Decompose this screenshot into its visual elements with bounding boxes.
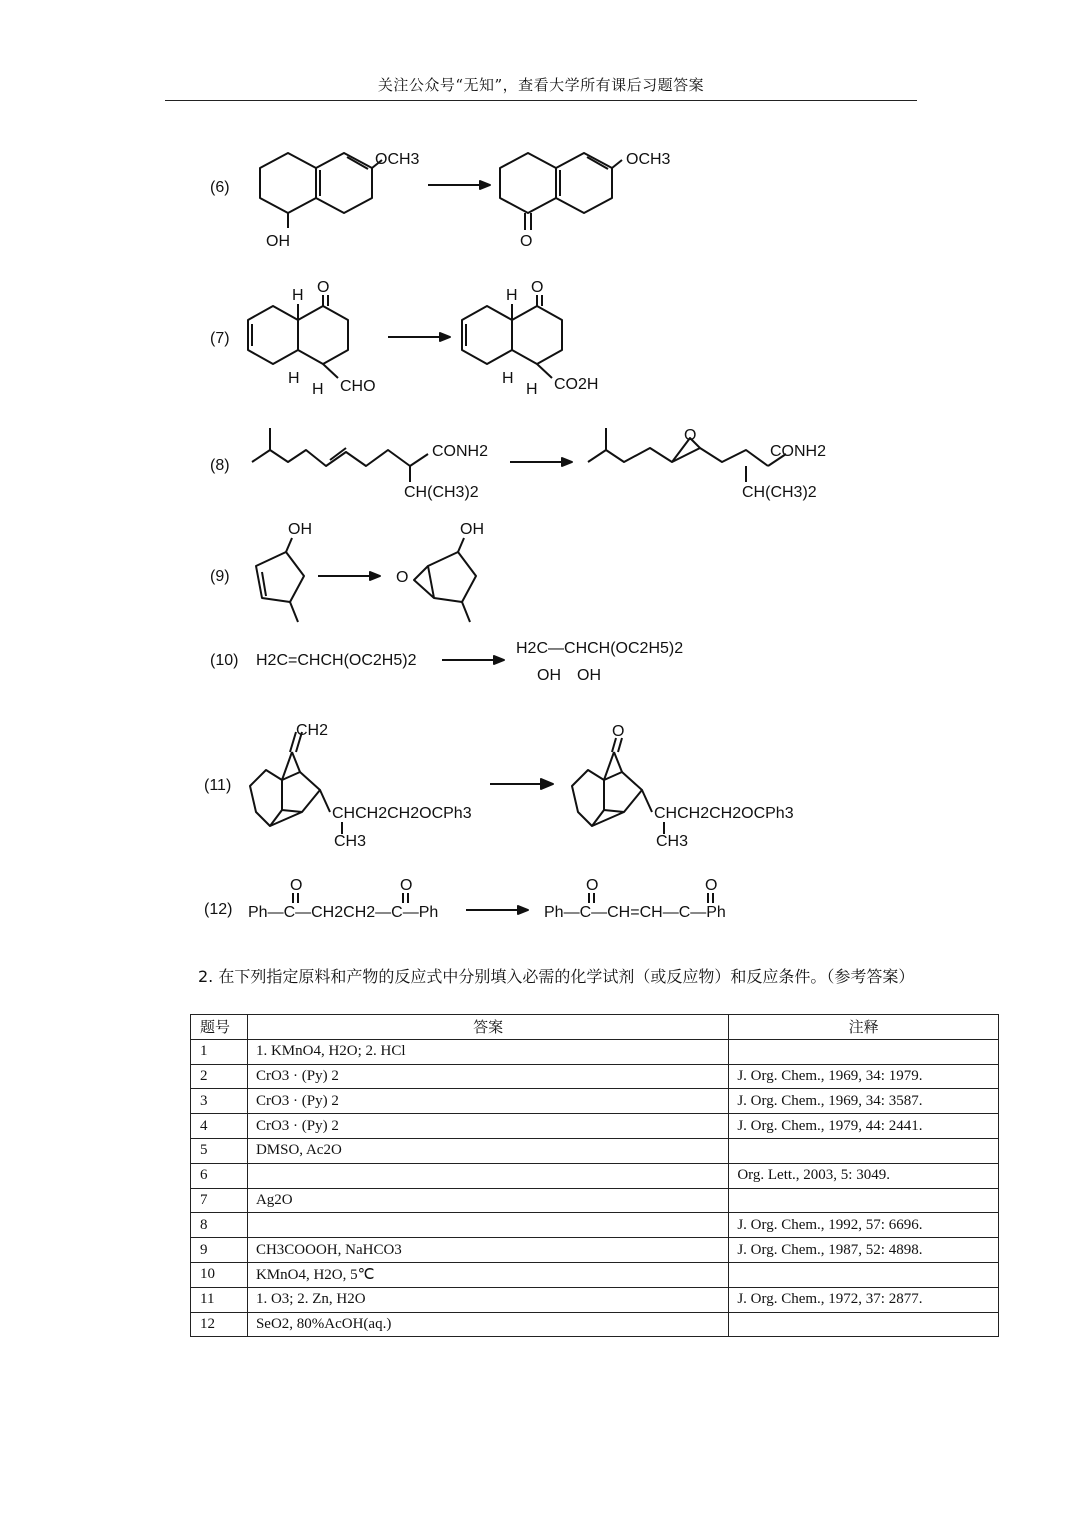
amide-label: CONH2 xyxy=(432,443,489,460)
table-row xyxy=(191,1138,999,1163)
table-row xyxy=(191,1163,999,1188)
methoxy-label: OCH3 xyxy=(626,151,671,168)
row-number: 3 xyxy=(191,1089,248,1114)
row-answer: KMnO4, H2O, 5℃ xyxy=(247,1262,728,1287)
hydroxyl-label: OH xyxy=(288,521,312,538)
table-row xyxy=(191,1262,999,1287)
h-label: H xyxy=(292,287,304,304)
row-answer: DMSO, Ac2O xyxy=(247,1138,728,1163)
reactant-structure xyxy=(248,279,376,398)
arrowhead xyxy=(480,181,490,189)
column-header-no: 题号 xyxy=(191,1015,248,1040)
h-label: H xyxy=(526,381,538,398)
reaction-10 xyxy=(210,640,683,684)
row-number: 9 xyxy=(191,1238,248,1263)
reaction-number: (7) xyxy=(210,330,230,347)
row-answer: 1. KMnO4, H2O; 2. HCl xyxy=(247,1039,728,1064)
side-chain-label: CHCH2CH2OCPh3 xyxy=(332,805,472,822)
arrowhead xyxy=(562,458,572,466)
table-row xyxy=(191,1287,999,1312)
row-note: J. Org. Chem., 1987, 52: 4898. xyxy=(729,1238,999,1263)
h-label: H xyxy=(288,370,300,387)
reactant-structure xyxy=(250,722,472,850)
isopropyl-label: CH(CH3)2 xyxy=(404,484,479,501)
row-answer xyxy=(247,1213,728,1238)
h-label: H xyxy=(312,381,324,398)
carbonyl-oxygen: O xyxy=(586,877,599,894)
column-header-answer: 答案 xyxy=(247,1015,728,1040)
methylene-label: CH2 xyxy=(296,722,329,739)
oxo-label: O xyxy=(531,279,544,296)
reactant-formula: H2C=CHCH(OC2H5)2 xyxy=(256,652,417,669)
h-label: H xyxy=(502,370,514,387)
hydroxyl-label: OH xyxy=(266,233,290,250)
reaction-6 xyxy=(210,151,671,250)
row-note xyxy=(729,1039,999,1064)
row-answer: 1. O3; 2. Zn, H2O xyxy=(247,1287,728,1312)
reactant-structure xyxy=(260,151,420,250)
methoxy-label: OCH3 xyxy=(375,151,420,168)
reactant-formula: Ph—C—CH2CH2—C—Ph xyxy=(248,904,439,921)
methyl-label: CH3 xyxy=(656,833,689,850)
row-number: 1 xyxy=(191,1039,248,1064)
table-header-row xyxy=(191,1015,999,1040)
page-header: 关注公众号“无知”，查看大学所有课后习题答案 xyxy=(377,76,705,94)
h-label: H xyxy=(506,287,518,304)
row-note xyxy=(729,1188,999,1213)
row-note: J. Org. Chem., 1992, 57: 6696. xyxy=(729,1213,999,1238)
row-number: 7 xyxy=(191,1188,248,1213)
arrowhead xyxy=(494,656,504,664)
product-structure xyxy=(500,151,671,250)
row-answer: SeO2, 80%AcOH(aq.) xyxy=(247,1312,728,1337)
product-structure xyxy=(572,723,794,850)
table-row xyxy=(191,1039,999,1064)
row-answer xyxy=(247,1163,728,1188)
epoxide-oxygen-label: O xyxy=(684,427,697,444)
question-2-text: 2. 在下列指定原料和产物的反应式中分别填入必需的化学试剂（或反应物）和反应条件。（参考答案） xyxy=(198,967,915,986)
reaction-11 xyxy=(204,722,794,850)
row-number: 5 xyxy=(191,1138,248,1163)
row-answer: CrO3 · (Py) 2 xyxy=(247,1064,728,1089)
row-note: Org. Lett., 2003, 5: 3049. xyxy=(729,1163,999,1188)
reaction-number: (11) xyxy=(204,777,232,794)
arrowhead xyxy=(370,572,380,580)
row-answer: CH3COOOH, NaHCO3 xyxy=(247,1238,728,1263)
arrowhead xyxy=(541,779,553,789)
amide-label: CONH2 xyxy=(770,443,827,460)
row-answer: Ag2O xyxy=(247,1188,728,1213)
row-number: 12 xyxy=(191,1312,248,1337)
product-formula: H2C—CHCH(OC2H5)2 xyxy=(516,640,684,657)
aldehyde-label: CHO xyxy=(340,378,376,395)
carbonyl-oxygen: O xyxy=(705,877,718,894)
oxo-label: O xyxy=(317,279,330,296)
oxo-label: O xyxy=(612,723,625,740)
product-structure xyxy=(462,279,598,398)
table-row xyxy=(191,1188,999,1213)
table-row xyxy=(191,1064,999,1089)
reactant-structure xyxy=(252,428,488,501)
row-number: 6 xyxy=(191,1163,248,1188)
reaction-number: (6) xyxy=(210,179,230,196)
row-number: 2 xyxy=(191,1064,248,1089)
hydroxyl-label: OH xyxy=(577,667,601,684)
reaction-number: (10) xyxy=(210,652,239,669)
row-note xyxy=(729,1262,999,1287)
product-formula: Ph—C—CH=CH—C—Ph xyxy=(544,904,726,921)
hydroxyl-label: OH xyxy=(537,667,561,684)
table-row xyxy=(191,1213,999,1238)
reaction-number: (9) xyxy=(210,568,230,585)
row-note: J. Org. Chem., 1969, 34: 1979. xyxy=(729,1064,999,1089)
column-header-note: 注释 xyxy=(729,1015,999,1040)
row-note: J. Org. Chem., 1972, 37: 2877. xyxy=(729,1287,999,1312)
table-row xyxy=(191,1114,999,1139)
row-answer: CrO3 · (Py) 2 xyxy=(247,1089,728,1114)
side-chain-label: CHCH2CH2OCPh3 xyxy=(654,805,794,822)
table-row xyxy=(191,1089,999,1114)
reaction-7 xyxy=(210,279,598,398)
row-number: 11 xyxy=(191,1287,248,1312)
row-number: 10 xyxy=(191,1262,248,1287)
isopropyl-label: CH(CH3)2 xyxy=(742,484,817,501)
row-note: J. Org. Chem., 1969, 34: 3587. xyxy=(729,1089,999,1114)
reaction-number: (8) xyxy=(210,457,230,474)
reaction-8 xyxy=(210,427,826,501)
arrowhead xyxy=(440,333,450,341)
carboxyl-label: CO2H xyxy=(554,376,599,393)
reaction-9 xyxy=(210,521,484,622)
hydroxyl-label: OH xyxy=(460,521,484,538)
reactant-structure xyxy=(256,521,312,622)
answer-table xyxy=(190,1014,999,1337)
reaction-12 xyxy=(204,877,726,921)
row-number: 8 xyxy=(191,1213,248,1238)
table-row xyxy=(191,1312,999,1337)
carbonyl-oxygen: O xyxy=(290,877,303,894)
epoxide-oxygen-label: O xyxy=(396,569,409,586)
methyl-label: CH3 xyxy=(334,833,367,850)
row-note xyxy=(729,1312,999,1337)
row-answer: CrO3 · (Py) 2 xyxy=(247,1114,728,1139)
carbonyl-oxygen: O xyxy=(400,877,413,894)
row-note xyxy=(729,1138,999,1163)
table-row xyxy=(191,1238,999,1263)
row-number: 4 xyxy=(191,1114,248,1139)
arrowhead xyxy=(518,906,528,914)
oxo-label: O xyxy=(520,233,533,250)
reaction-number: (12) xyxy=(204,901,233,918)
product-structure xyxy=(396,521,484,622)
row-note: J. Org. Chem., 1979, 44: 2441. xyxy=(729,1114,999,1139)
product-structure xyxy=(588,427,826,501)
